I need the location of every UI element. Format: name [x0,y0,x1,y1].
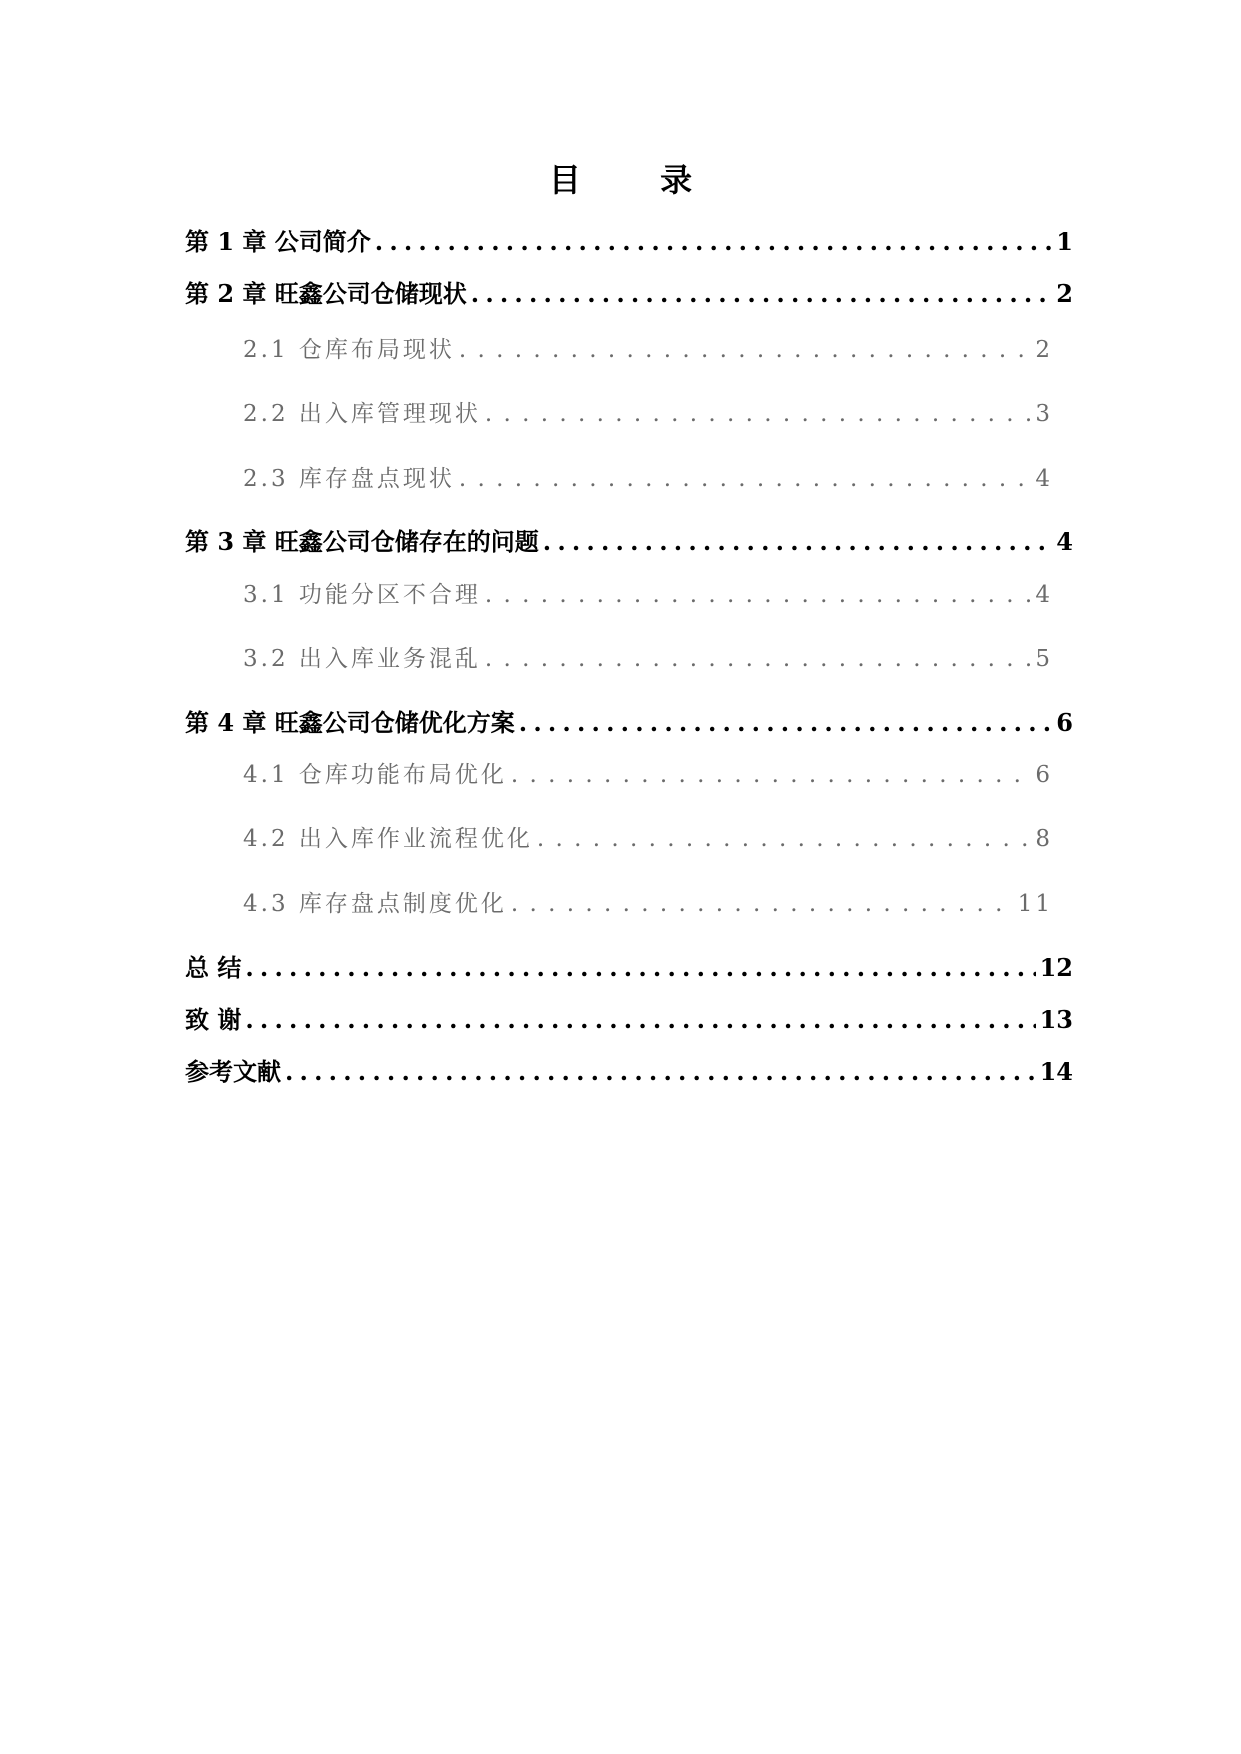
toc-entry-page: 1 [1056,227,1073,256]
toc-entry-chapter-2[interactable] [185,277,1073,311]
toc-dot-leader [459,333,1031,367]
toc-entry-chapter-4[interactable] [185,706,1073,740]
toc-entry-section-3-2[interactable] [243,642,1053,676]
toc-entry-page: 6 [1035,762,1053,788]
toc-entry-label: 3.1 功能分区不合理 [243,582,481,608]
toc-entry-label: 总 结 [185,953,242,982]
toc-entry-section-2-2[interactable] [243,397,1053,431]
toc-entry-page: 3 [1035,401,1053,427]
toc-dot-leader [485,578,1031,612]
toc-entry-section-3-1[interactable] [243,578,1053,612]
toc-dot-leader [519,706,1053,740]
toc-entry-label: 2.2 出入库管理现状 [243,401,481,427]
toc-dot-leader [375,225,1053,259]
toc-dot-leader [485,397,1031,431]
toc-dot-leader [459,462,1031,496]
toc-dot-leader [285,1055,1036,1089]
toc-entry-references[interactable] [185,1055,1073,1089]
toc-dot-leader [511,887,1014,921]
toc-entry-page: 8 [1035,826,1053,852]
toc-entry-section-2-3[interactable] [243,462,1053,496]
toc-dot-leader [471,277,1053,311]
toc-entry-label: 第 3 章 旺鑫公司仓储存在的问题 [185,527,539,556]
toc-dot-leader [245,1003,1035,1037]
toc-entry-acknowledgements[interactable] [185,1003,1073,1037]
toc-entry-label: 4.2 出入库作业流程优化 [243,826,533,852]
toc-entry-label: 参考文献 [185,1057,281,1086]
toc-entry-chapter-3[interactable] [185,525,1073,559]
toc-dot-leader [485,642,1031,676]
toc-dot-leader [537,822,1031,856]
toc-entry-page: 14 [1039,1057,1073,1086]
toc-dot-leader [543,525,1053,559]
toc-entry-label: 3.2 出入库业务混乱 [243,646,481,672]
toc-title: 目 录 [548,161,727,199]
toc-entry-summary[interactable] [185,951,1073,985]
toc-entry-label: 致 谢 [185,1005,242,1034]
toc-entry-chapter-1[interactable] [185,225,1073,259]
toc-entry-label: 第 1 章 公司简介 [185,227,371,256]
toc-entry-label: 第 4 章 旺鑫公司仓储优化方案 [185,708,515,737]
toc-entry-page: 4 [1035,466,1053,492]
toc-dot-leader [245,951,1035,985]
toc-entry-label: 4.3 库存盘点制度优化 [243,891,507,917]
toc-entry-section-4-2[interactable] [243,822,1053,856]
toc-entry-page: 6 [1056,708,1073,737]
toc-entry-section-4-1[interactable] [243,758,1053,792]
toc-entry-label: 4.1 仓库功能布局优化 [243,762,507,788]
toc-entry-section-2-1[interactable] [243,333,1053,367]
toc-entry-page: 2 [1056,279,1073,308]
toc-entry-page: 5 [1035,646,1053,672]
toc-entry-page: 12 [1039,953,1073,982]
toc-entry-page: 2 [1035,337,1053,363]
toc-entry-page: 4 [1035,582,1053,608]
toc-dot-leader [511,758,1031,792]
toc-entry-section-4-3[interactable] [243,887,1053,921]
toc-entry-label: 2.1 仓库布局现状 [243,337,455,363]
toc-entry-page: 4 [1056,527,1073,556]
toc-entry-page: 13 [1039,1005,1073,1034]
toc-entry-label: 2.3 库存盘点现状 [243,466,455,492]
toc-entry-label: 第 2 章 旺鑫公司仓储现状 [185,279,467,308]
toc-entry-page: 11 [1017,891,1053,917]
